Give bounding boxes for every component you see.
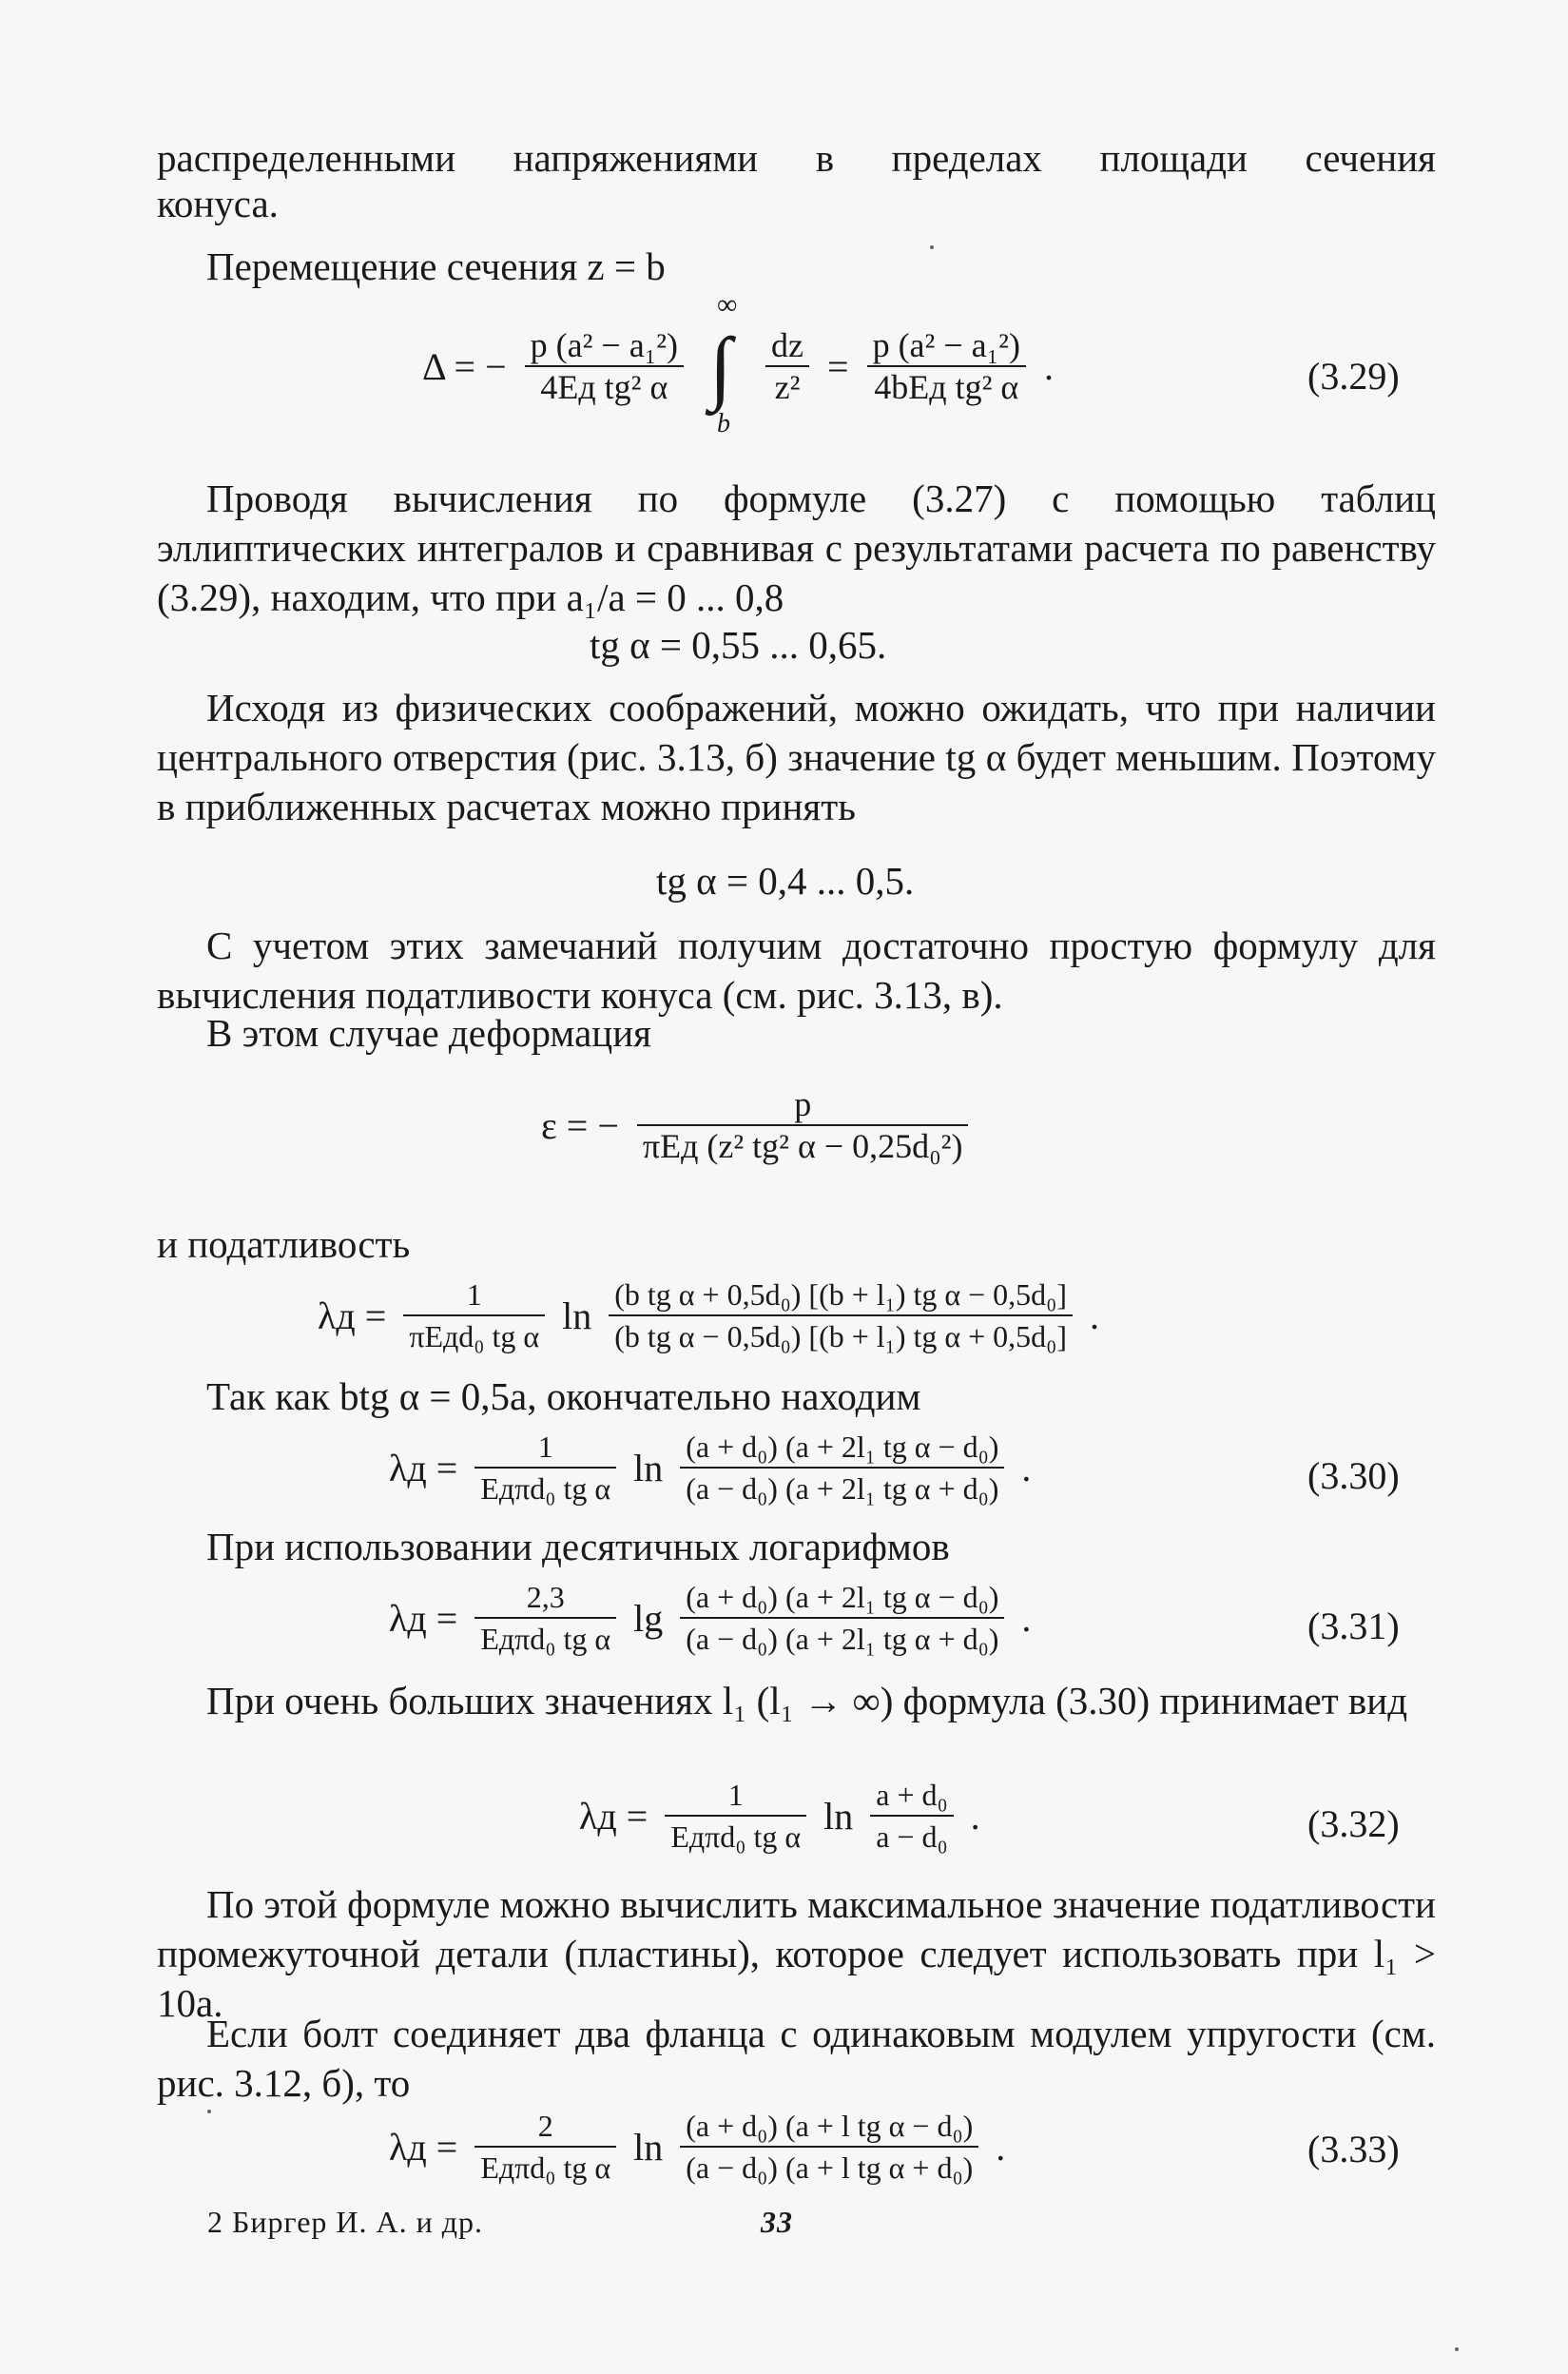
equation-3-32: λд = $\frac{1}{\text{Eдπd₀ tg α}}$ ln $\frac{\text{a + d₀}}{\text{a − d₀}}$ . [575,1775,984,1857]
paragraph: Перемещение сечения z = b [206,244,666,288]
scan-speck [207,2110,211,2113]
fraction: $\frac{\text{(b tg α + 0,5d₀) [(b + l₁) tg α − 0,5d₀]}}{\text{(b tg α − 0,5d₀) [(b + l₁) tg α + 0,5d₀]}}$ [609,1275,1073,1356]
equation-number: (3.29) [1307,355,1400,398]
equation-number: (3.31) [1307,1605,1400,1647]
fraction: $\frac{dz}{\text{z²}}$ [765,325,809,407]
equation-compliance: λд = $\frac{1}{\text{πEдd₀ tg α}}$ ln $\frac{\text{(b tg α + 0,5d₀) [(b + l₁) tg α − 0,5d₀]}}{\text{(b tg α − 0,5d₀) [(b + l₁) tg α + 0,5d₀]}}$ . [314,1275,1103,1356]
paragraph: При очень больших значениях l₁ (l₁ → ∞) формула (3.30) принимает вид [206,1679,1408,1722]
scan-speck [1455,2347,1459,2351]
equation-number: (3.30) [1307,1454,1400,1497]
equation-number: (3.33) [1307,2128,1400,2170]
fraction: $\frac{1}{\text{Eдπd₀ tg α}}$ [665,1775,806,1857]
integral-sign: ∞ ∫ b [709,289,738,438]
fraction: $\frac{\text{(a + d₀) (a + l tg α − d₀)}}{\text{(a − d₀) (a + l tg α + d₀)}}$ [680,2106,978,2188]
paragraph-line: распределенными напряжениями в пределах площади сечения [157,136,1436,180]
fraction: $\frac{\text{p (a² − a₁²)}}{\text{4Eд tg² α}}$ [525,325,684,407]
paragraph-line: конуса. [157,182,279,225]
paragraph: В этом случае деформация [206,1011,652,1055]
paragraph: Если болт соединяет два фланца с одинаковым модулем упругости (см. рис. 3.12, б), то [157,2012,1436,2105]
equation-3-31: λд = $\frac{2,3}{\text{Eдπd₀ tg α}}$ lg $\frac{\text{(a + d₀) (a + 2l₁ tg α − d₀)}}{\text{(a − d₀) (a + 2l₁ tg α + d₀)}}$ . [385,1577,1035,1659]
paragraph: и податливость [157,1222,411,1266]
equation-strain: ε = − $\frac{p}{\text{πEд (z² tg² α − 0,25d₀²)}}$ [537,1084,974,1166]
equation-3-29: Δ = − $\frac{\text{p (a² − a₁²)}}{\text{4Eд tg² α}}$ ∞ ∫ b $\frac{dz}{\text{z²}}$ = $\frac{\text{p (a² − a₁²)}}{\text{4bEд tg² α}}$ . [422,289,1054,438]
fraction: $\frac{2,3}{\text{Eдπd₀ tg α}}$ [474,1577,616,1659]
paragraph: При использовании десятичных логарифмов [206,1525,950,1568]
formula-inline: tg α = 0,55 ... 0,65. [590,623,887,667]
fraction: $\frac{\text{p (a² − a₁²)}}{\text{4bEд tg² α}}$ [867,325,1026,407]
page-number: 33 [761,2205,793,2239]
fraction: $\frac{\text{(a + d₀) (a + 2l₁ tg α − d₀)}}{\text{(a − d₀) (a + 2l₁ tg α + d₀)}}$ [680,1577,1004,1659]
formula-inline: tg α = 0,4 ... 0,5. [656,859,915,903]
equation-3-33: λд = $\frac{2}{\text{Eдπd₀ tg α}}$ ln $\frac{\text{(a + d₀) (a + l tg α − d₀)}}{\text{(a − d₀) (a + l tg α + d₀)}}$ . [385,2106,1009,2188]
paragraph: Так как btg α = 0,5a, окончательно находим [206,1374,921,1418]
equation-number: (3.32) [1307,1802,1400,1845]
paragraph: Исходя из физических соображений, можно ожидать, что при наличии центрального отверстия (рис. 3.13, б) значение tg α будет меньшим. Поэтому в приближенных расчетах можно принять [157,686,1436,828]
fraction: $\frac{\text{a + d₀}}{\text{a − d₀}}$ [870,1775,953,1857]
paragraph: С учетом этих замечаний получим достаточно простую формулу для вычисления податливости конуса (см. рис. 3.13, в). [157,924,1436,1017]
footer-signature: 2 Биргер И. А. и др. [207,2205,484,2239]
fraction: $\frac{1}{\text{πEдd₀ tg α}}$ [403,1275,545,1356]
paragraph: Проводя вычисления по формуле (3.27) с помощью таблиц эллиптических интегралов и сравнивая с результатами расчета по равенству (3.29), находим, что при a₁/a = 0 ... 0,8 [157,477,1436,619]
paragraph: По этой формуле можно вычислить максимальное значение податливости промежуточной детали (пластины), которое следует использовать при l₁ > 10a. [157,1882,1436,2025]
equation-3-30: λд = $\frac{1}{\text{Eдπd₀ tg α}}$ ln $\frac{\text{(a + d₀) (a + 2l₁ tg α − d₀)}}{\text{(a − d₀) (a + 2l₁ tg α + d₀)}}$ . [385,1427,1035,1508]
fraction: $\frac{p}{\text{πEд (z² tg² α − 0,25d₀²)}}$ [637,1084,969,1166]
fraction: $\frac{2}{\text{Eдπd₀ tg α}}$ [474,2106,616,2188]
fraction: $\frac{\text{(a + d₀) (a + 2l₁ tg α − d₀)}}{\text{(a − d₀) (a + 2l₁ tg α + d₀)}}$ [680,1427,1004,1508]
scan-speck [930,245,934,249]
fraction: $\frac{1}{\text{Eдπd₀ tg α}}$ [474,1427,616,1508]
